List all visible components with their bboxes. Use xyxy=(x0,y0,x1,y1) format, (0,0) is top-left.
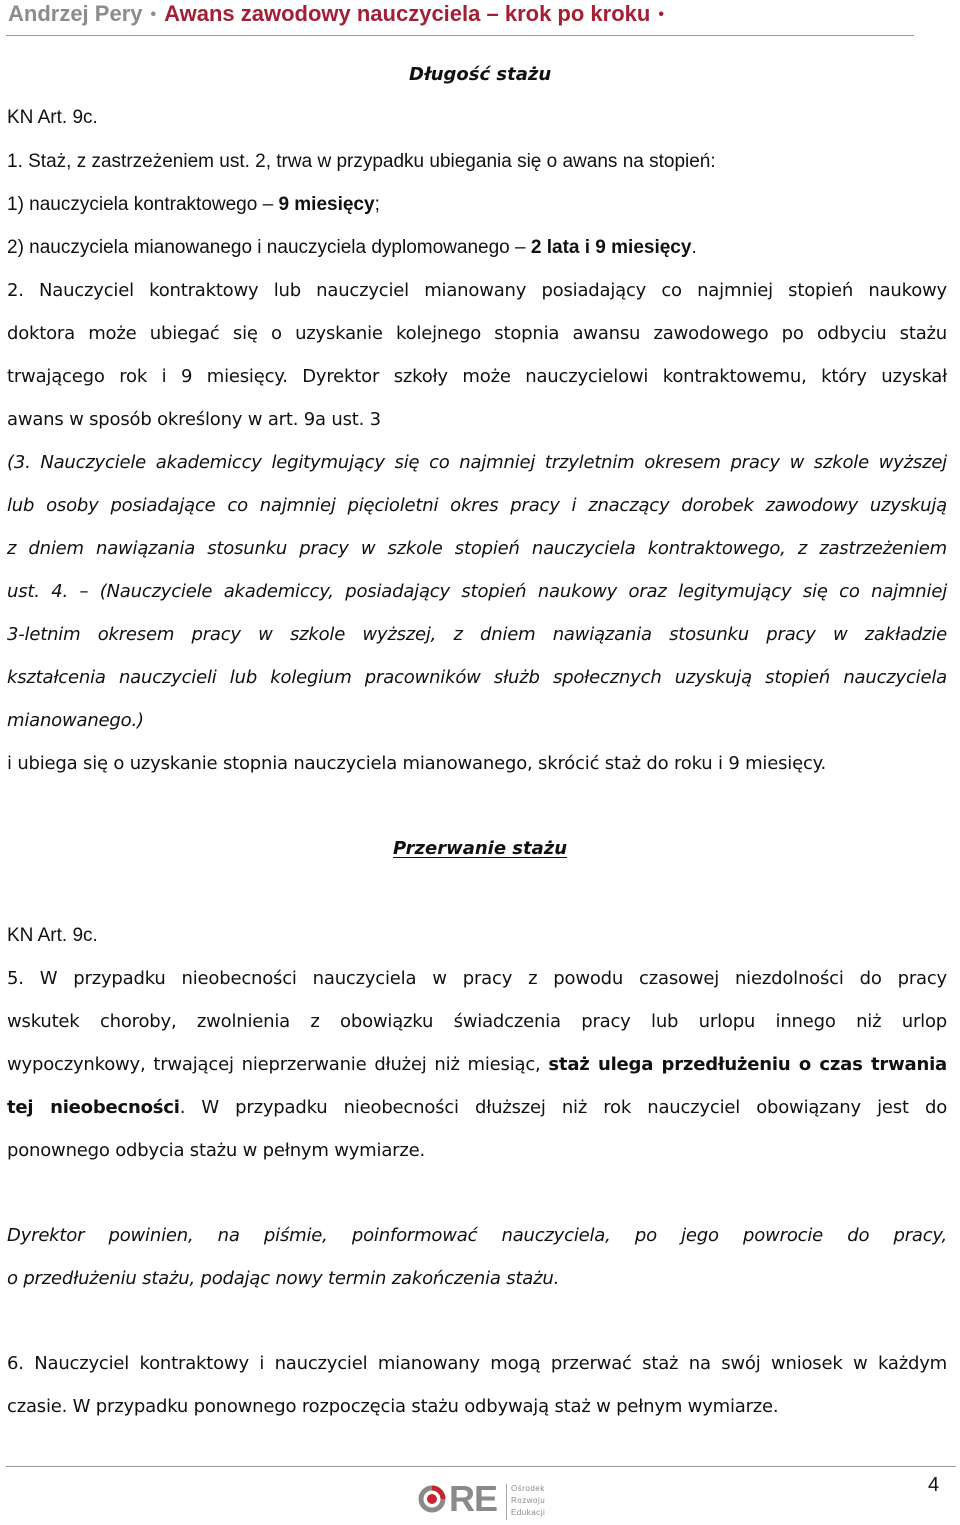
header-bullet: • xyxy=(150,6,157,23)
ore-logo-text: RE xyxy=(449,1478,498,1519)
section-heading-przerwanie: Przerwanie stażu xyxy=(393,838,568,859)
paragraph-1-line-2: 1) nauczyciela kontraktowego – 9 miesięcy; xyxy=(7,194,380,215)
header-title: Awans zawodowy nauczyciela – krok po kroku xyxy=(164,1,651,26)
ore-logo-separator xyxy=(506,1484,507,1520)
article-ref-2: KN Art. 9c. xyxy=(7,925,98,946)
paragraph-6-line-2: czasie. W przypadku ponownego rozpoczęcia stażu odbywają staż w pełnym wymiarze. xyxy=(7,1396,779,1417)
paragraph-3-line-7: mianowanego.) xyxy=(7,710,144,731)
ore-logo-line-3: Edukacji xyxy=(511,1508,546,1517)
paragraph-5-line-4: tej nieobecności. W przypadku nieobecności dłuższej niż rok nauczyciel obowiązany jest do xyxy=(7,1097,948,1118)
paragraph-2-line-3: trwającego rok i 9 miesięcy. Dyrektor szkoły może nauczycielowi kontraktowemu, który uzyskał xyxy=(7,366,947,387)
paragraph-5-line-1: 5. W przypadku nieobecności nauczyciela w pracy z powodu czasowej niezdolności do pracy xyxy=(7,968,947,989)
section-heading-dlugosc: Długość stażu xyxy=(409,64,552,85)
paragraph-2-line-2: doktora może ubiegać się o uzyskanie kolejnego stopnia awansu zawodowego po odbyciu stażu xyxy=(7,323,947,344)
paragraph-5-line-5: ponownego odbycia stażu w pełnym wymiarze. xyxy=(7,1140,425,1161)
paragraph-1-line-3: 2) nauczyciela mianowanego i nauczyciela dyplomowanego – 2 lata i 9 miesięcy. xyxy=(7,237,697,258)
paragraph-2-line-1: 2. Nauczyciel kontraktowy lub nauczyciel mianowany posiadający co najmniej stopień naukowy xyxy=(7,280,947,301)
footer-divider xyxy=(6,1466,956,1467)
paragraph-5-line-2: wskutek choroby, zwolnienia z obowiązku świadczenia pracy lub urlopu innego niż urlop xyxy=(7,1011,947,1032)
ore-logo-line-2: Rozwoju xyxy=(511,1496,546,1505)
paragraph-6-line-1: 6. Nauczyciel kontraktowy i nauczyciel mianowany mogą przerwać staż na swój wniosek w każdym xyxy=(7,1353,947,1374)
page-number: 4 xyxy=(928,1474,940,1496)
paragraph-2-line-4: awans w sposób określony w art. 9a ust. 3 xyxy=(7,409,381,430)
paragraph-4: i ubiega się o uzyskanie stopnia nauczyciela mianowanego, skrócić staż do roku i 9 miesięcy. xyxy=(7,753,827,774)
paragraph-3-line-2: lub osoby posiadające co najmniej pięcioletni okres pracy i znaczący dorobek zawodowy uzyskują xyxy=(7,495,947,516)
paragraph-1-line-1: 1. Staż, z zastrzeżeniem ust. 2, trwa w przypadku ubiegania się o awans na stopień: xyxy=(7,151,716,172)
ore-logo-line-1: Ośrodek xyxy=(511,1484,545,1493)
paragraph-3-line-1: (3. Nauczyciele akademiccy legitymujący się co najmniej trzyletnim okresem pracy w szkole wyższej xyxy=(7,452,947,473)
paragraph-5-line-3: wypoczynkowy, trwającej nieprzerwanie dłużej niż miesiąc, staż ulega przedłużeniu o czas trwania xyxy=(7,1054,947,1075)
note-line-1: Dyrektor powinien, na piśmie, poinformować nauczyciela, po jego powrocie do pracy, xyxy=(7,1225,947,1246)
paragraph-3-line-5: 3-letnim okresem pracy w szkole wyższej, z dniem nawiązania stosunku pracy w zakładzie xyxy=(7,624,947,645)
running-header xyxy=(8,0,953,30)
paragraph-3-line-6: kształcenia nauczycieli lub kolegium pracowników służb społecznych uzyskują stopień nauczyciela xyxy=(7,667,947,688)
ore-logo xyxy=(418,1478,558,1522)
ore-logo-mark-icon xyxy=(418,1485,446,1513)
paragraph-3-line-4: ust. 4. – (Nauczyciele akademiccy, posiadający stopień naukowy oraz legitymujący się co najmniej xyxy=(7,581,947,602)
article-ref: KN Art. 9c. xyxy=(7,107,98,128)
header-bullet-end: • xyxy=(658,6,664,23)
header-divider xyxy=(6,35,914,36)
paragraph-3-line-3: z dniem nawiązania stosunku pracy w szkole stopień nauczyciela kontraktowego, z zastrzeżeniem xyxy=(7,538,947,559)
header-author: Andrzej Pery xyxy=(8,1,143,26)
note-line-2: o przedłużeniu stażu, podając nowy termin zakończenia stażu. xyxy=(7,1268,560,1289)
